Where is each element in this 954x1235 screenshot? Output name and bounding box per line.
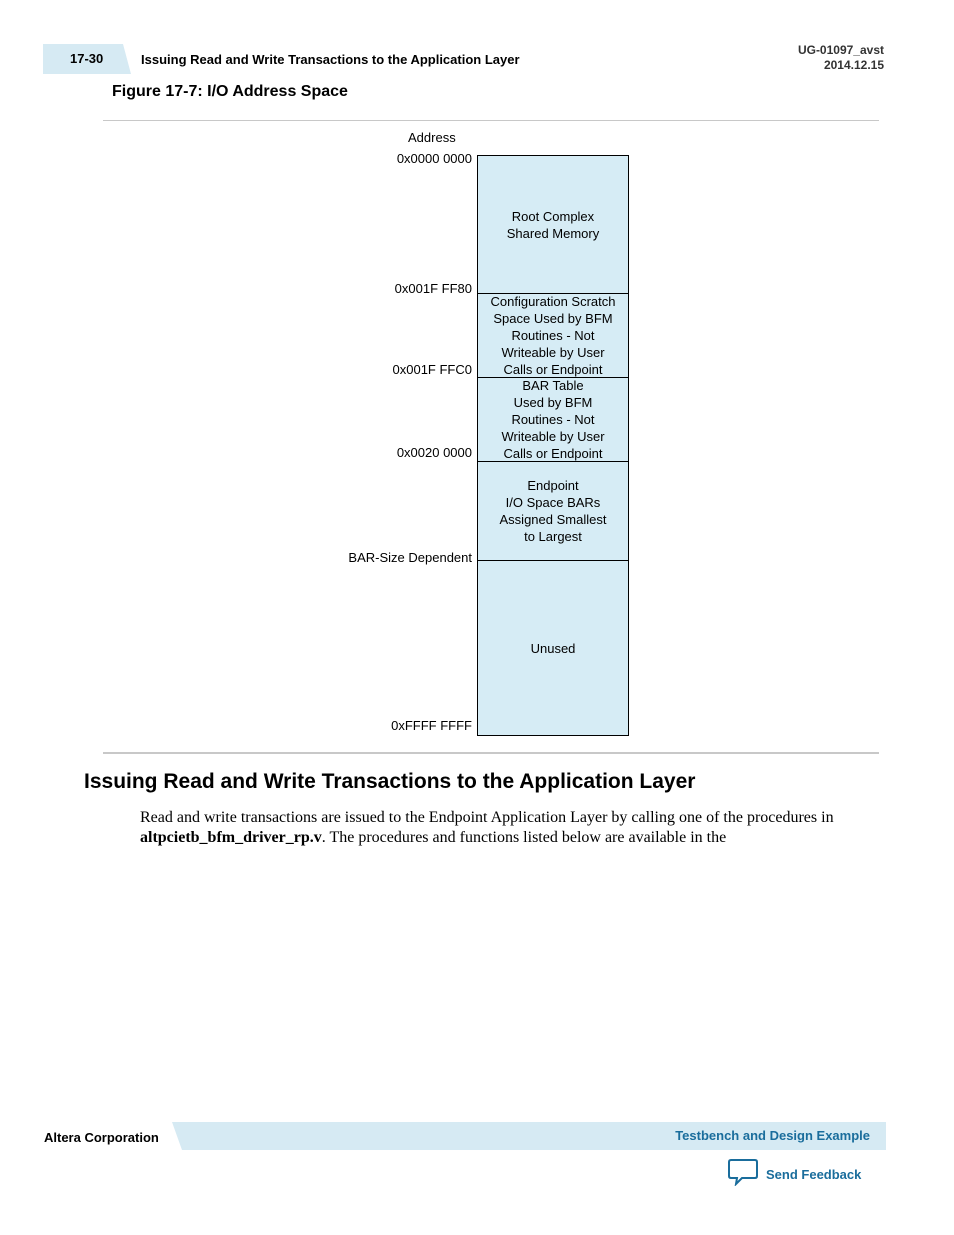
footer-chapter-link[interactable]: Testbench and Design Example xyxy=(675,1128,870,1143)
memory-block-endpoint-io xyxy=(477,461,629,561)
memory-block-bar-table xyxy=(477,377,629,462)
send-feedback-label: Send Feedback xyxy=(766,1167,862,1182)
address-label: BAR-Size Dependent xyxy=(348,550,472,565)
address-label: 0x0020 0000 xyxy=(396,445,472,460)
para-text: . The procedures and functions listed below are available in the xyxy=(321,829,727,846)
section-heading: Issuing Read and Write Transactions to the Application Layer xyxy=(84,770,696,793)
document-id xyxy=(798,43,884,73)
memory-block-unused xyxy=(477,560,629,736)
address-label: 0xFFFF FFFF xyxy=(391,718,472,733)
page-number: 17-30 xyxy=(70,51,104,66)
block-label: Root Complex Shared Memory xyxy=(506,208,600,241)
block-label: Configuration Scratch Space Used by BFM Routines - Not Writeable by User Calls or Endpoint xyxy=(490,294,616,377)
footer-company: Altera Corporation xyxy=(44,1130,159,1145)
doc-id-code: UG-01097_avst xyxy=(797,43,884,57)
address-label: 0x001F FF80 xyxy=(394,281,472,296)
figure-caption: Figure 17-7: I/O Address Space xyxy=(112,83,348,100)
block-label: Endpoint I/O Space BARs Assigned Smallest to Largest xyxy=(499,478,607,544)
doc-date: 2014.12.15 xyxy=(823,58,884,72)
figure-top-rule xyxy=(103,120,879,121)
speech-bubble-icon xyxy=(728,1158,758,1191)
block-label: Unused xyxy=(530,640,576,656)
send-feedback-link[interactable] xyxy=(728,1158,861,1191)
body-paragraph xyxy=(140,808,880,848)
figure-bottom-rule xyxy=(103,752,879,754)
running-header-title: Issuing Read and Write Transactions to the Application Layer xyxy=(141,52,520,67)
address-heading: Address xyxy=(408,130,456,145)
para-text: Read and write transactions are issued to the Endpoint Application Layer by calling one of the procedures in xyxy=(140,809,834,826)
address-label: 0x001F FFC0 xyxy=(392,362,472,377)
filename: altpcietb_bfm_driver_rp.v xyxy=(140,829,322,846)
memory-block-root-complex xyxy=(477,155,629,294)
memory-block-config-scratch xyxy=(477,293,629,378)
block-label: BAR Table Used by BFM Routines - Not Writeable by User Calls or Endpoint xyxy=(501,378,605,461)
address-label: 0x0000 0000 xyxy=(396,151,472,166)
